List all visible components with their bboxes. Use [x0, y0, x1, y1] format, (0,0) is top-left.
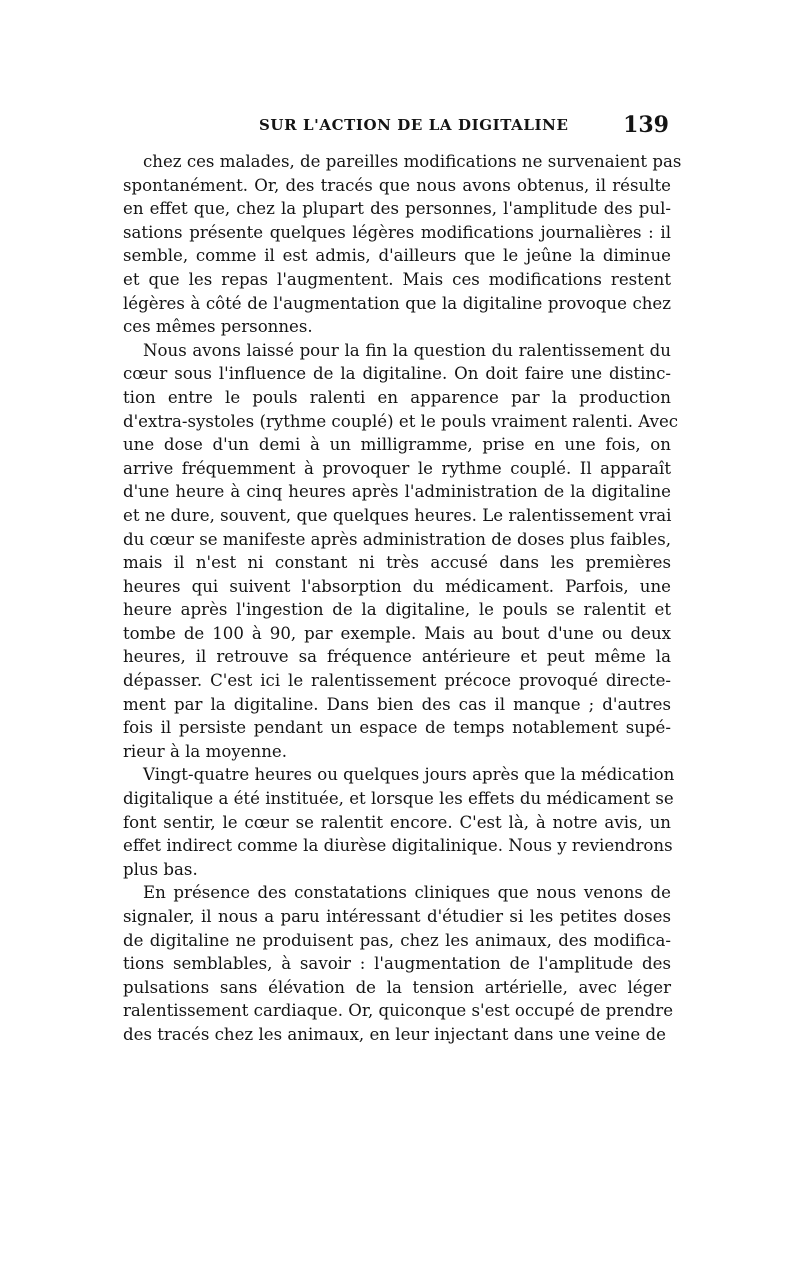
- text-line: des tracés chez les animaux, en leur injectant dans une veine de: [123, 1024, 666, 1044]
- text-line: heure après l'ingestion de la digitaline, le pouls se ralentit et: [123, 600, 671, 620]
- running-head: [123, 112, 671, 146]
- text-line: ment par la digitaline. Dans bien des cas il manque ; d'autres: [123, 694, 671, 714]
- text-line: semble, comme il est admis, d'ailleurs que le jeûne la diminue: [123, 246, 671, 266]
- text-line: cœur sous l'influence de la digitaline. On doit faire une distinc-: [123, 364, 671, 384]
- text-line: légères à côté de l'augmentation que la digitaline provoque chez: [123, 293, 671, 313]
- paragraph: [123, 881, 674, 1046]
- text-line: et ne dure, souvent, que quelques heures. Le ralentissement vrai: [123, 505, 672, 525]
- text-line: En présence des constatations cliniques que nous venons de: [143, 883, 671, 903]
- text-line: heures, il retrouve sa fréquence antérieure et peut même la: [123, 647, 671, 667]
- text-line: rieur à la moyenne.: [123, 741, 287, 761]
- text-line: dépasser. C'est ici le ralentissement précoce provoqué directe-: [123, 671, 671, 691]
- text-line: mais il n'est ni constant ni très accusé dans les premières: [123, 553, 671, 573]
- text-line: en effet que, chez la plupart des personnes, l'amplitude des pul-: [123, 199, 671, 219]
- text-line: heures qui suivent l'absorption du médicament. Parfois, une: [123, 576, 671, 596]
- text-line: effet indirect comme la diurèse digitalinique. Nous y reviendrons: [123, 836, 673, 856]
- page-number: 139: [623, 112, 669, 138]
- text-line: digitalique a été instituée, et lorsque les effets du médicament se: [123, 789, 674, 809]
- text-line: fois il persiste pendant un espace de temps notablement supé-: [123, 718, 671, 738]
- text-line: Nous avons laissé pour la fin la question du ralentissement du: [143, 340, 671, 360]
- text-line: ces mêmes personnes.: [123, 317, 313, 337]
- text-line: spontanément. Or, des tracés que nous avons obtenus, il résulte: [123, 175, 671, 195]
- text-line: signaler, il nous a paru intéressant d'étudier si les petites doses: [123, 907, 671, 926]
- text-line: d'une heure à cinq heures après l'administration de la digitaline: [123, 482, 671, 502]
- text-line: Vingt-quatre heures ou quelques jours après que la médication: [143, 765, 675, 785]
- paragraph: [123, 339, 679, 764]
- text-line: et que les repas l'augmentent. Mais ces modifications restent: [123, 269, 671, 289]
- text-line: de digitaline ne produisent pas, chez les animaux, des modifica-: [123, 930, 671, 950]
- text-line: pulsations sans élévation de la tension artérielle, avec léger: [123, 977, 671, 997]
- text-line: tombe de 100 à 90, par exemple. Mais au bout d'une ou deux: [123, 623, 671, 643]
- body-text: [123, 150, 682, 1047]
- text-line: font sentir, le cœur se ralentit encore. C'est là, à notre avis, un: [123, 812, 671, 832]
- paragraph: [123, 150, 682, 339]
- book-page: [123, 112, 682, 1047]
- paragraph: [123, 763, 675, 881]
- text-line: d'extra-systoles (rythme couplé) et le pouls vraiment ralenti. Avec: [123, 411, 679, 431]
- text-line: chez ces malades, de pareilles modifications ne survenaient pas: [143, 152, 682, 171]
- text-line: sations présente quelques légères modifications journalières : il: [123, 222, 671, 242]
- text-line: plus bas.: [123, 859, 198, 879]
- text-line: tion entre le pouls ralenti en apparence par la production: [123, 387, 671, 407]
- text-line: tions semblables, à savoir : l'augmentation de l'amplitude des: [123, 954, 671, 974]
- text-line: du cœur se manifeste après administration de doses plus faibles,: [123, 529, 671, 549]
- text-line: arrive fréquemment à provoquer le rythme couplé. Il apparaît: [123, 458, 671, 478]
- running-title: SUR L'ACTION DE LA DIGITALINE: [259, 116, 569, 134]
- text-line: ralentissement cardiaque. Or, quiconque s'est occupé de prendre: [123, 1001, 674, 1021]
- text-line: une dose d'un demi à un milligramme, prise en une fois, on: [123, 435, 671, 455]
